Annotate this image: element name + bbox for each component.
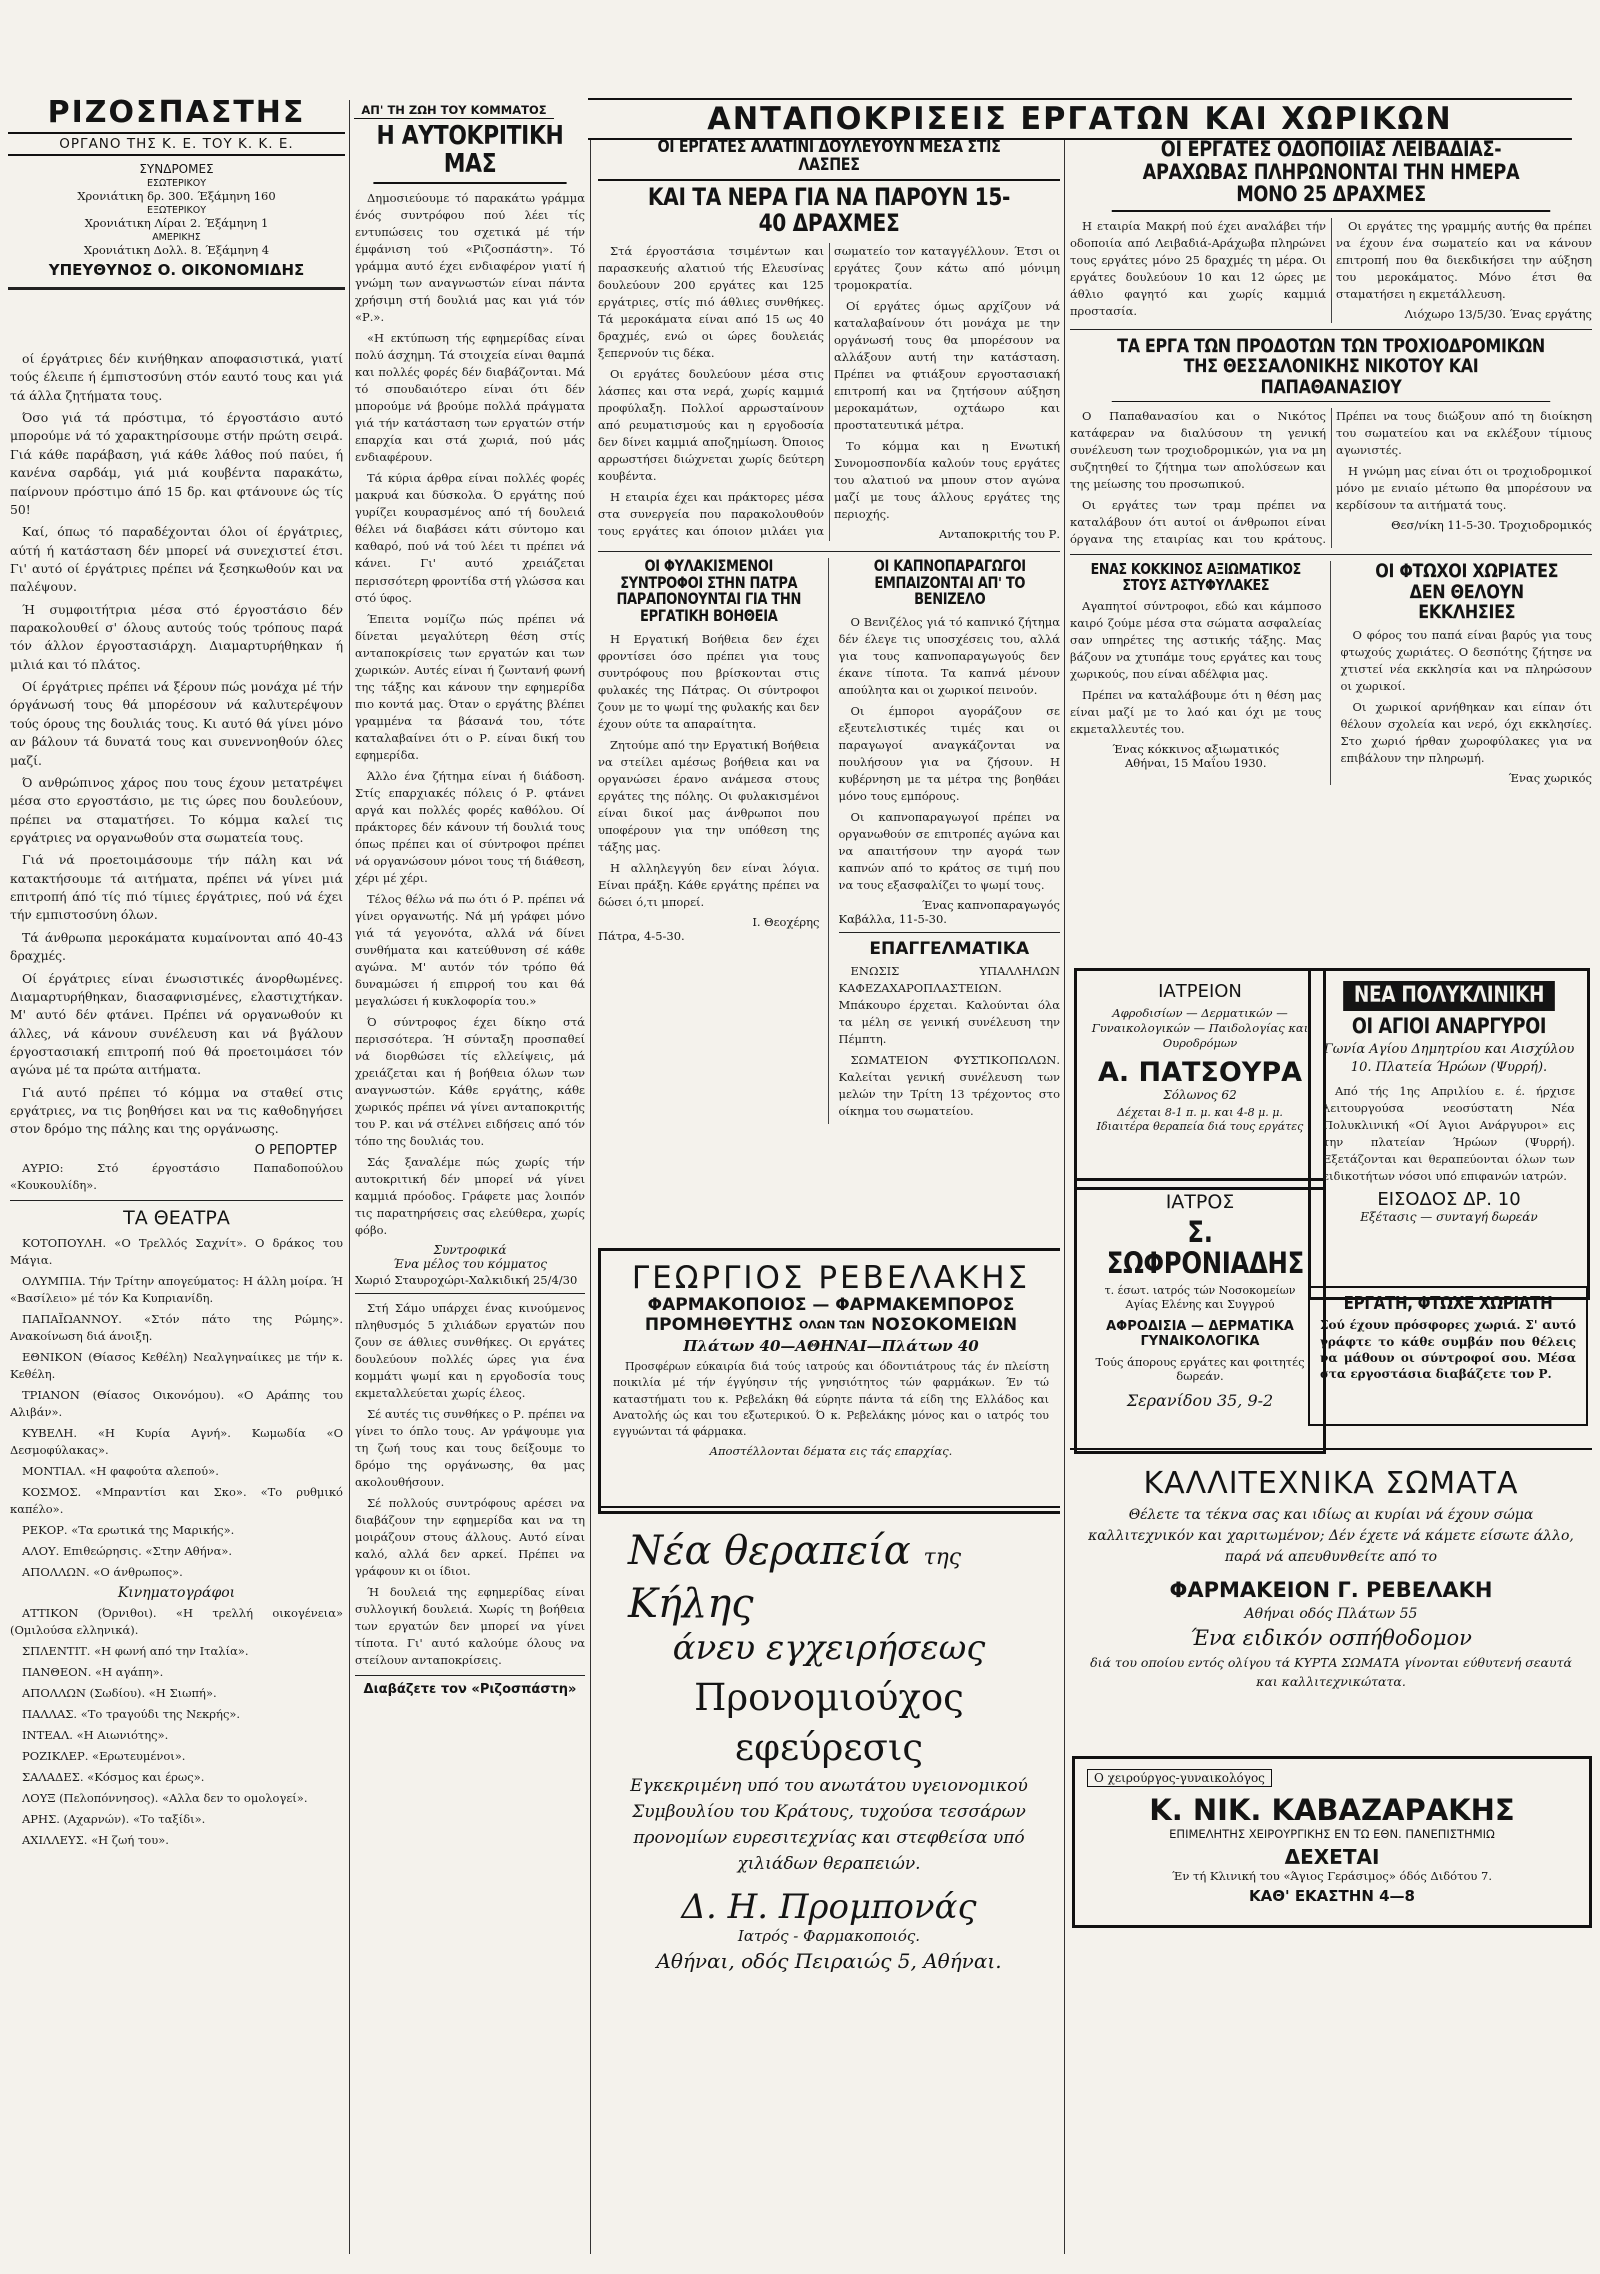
ad-polyclinic-note: Εξέτασις — συνταγή δωρεάν <box>1360 1209 1538 1224</box>
ad-revelakis-footer: Αποστέλλονται δέματα εις τάς επαρχίας. <box>709 1444 953 1459</box>
col1-paragraph: Οί έργάτριες πρέπει νά ξέρουν πώς μονάχα μέ τήν όργάνωσή τους θά μπορέσουν νά καλυτερέψουν τούς όρους της δουλιάς τους. Κι αυτό θά γίνει μόνο αν βάλουν τά δυνατά τους και συνεννοηθούν όλες μαζί. <box>10 679 343 768</box>
ad-revelakis-name: ΓΕΩΡΓΙΟΣ ΡΕΒΕΛΑΚΗΣ <box>631 1260 1031 1296</box>
col2-sig-label: Συντροφικά <box>433 1243 507 1258</box>
banner-headline: ΑΝΤΑΠΟΚΡΙΣΕΙΣ ΕΡΓΑΤΩΝ ΚΑΙ ΧΩΡΙΚΩΝ <box>588 98 1572 140</box>
ad-polyclinic-address: Γωνία Αγίου Δημητρίου και Αισχύλου 10. Πλατεία Ήρώων (Ψυρρή). <box>1323 1042 1575 1075</box>
domestic-rate: Χρονιάτικη δρ. 300. Έξάμηνη 160 <box>77 189 276 203</box>
cinemas-list <box>10 1605 343 1849</box>
cinema-listing: ΣΑΛΑΔΕΣ. «Κόσμος και έρως». <box>22 1770 205 1785</box>
ad-revelakis-body: Προσφέρων εύκαιρία διά τούς ιατρούς και όδοντιάτρους τάς έν πλείστη ποικιλία μέ τήν έγγύησιν τής γνησιότητος τών φαρμάκων. Έν τώ καταστήματι του κ. Ρεβελάκη θά εύρητε πάντα τά είδη της Ελλάδος και Ανατολής ώς και του εξωτερικού. Ό κ. Ρεβελάκης μόνος και ο ιατρός του εγγυώνται τά φάρμακα. <box>613 1360 1049 1439</box>
column-2 <box>355 122 585 2252</box>
red-officer-signature: Ένας κόκκινος αξιωματικός <box>1112 741 1280 756</box>
ad-artistic-bodies-address: Αθήναι οδός Πλάτων 55 <box>1244 1606 1418 1622</box>
col2-paragraph: Τέλος θέλω νά πω ότι ό Ρ. πρέπει νά γίνει οργανωτής. Νά μή γράφει μόνο γιά τά γεγονότα, αλλά νά δίνει συνθήματα και κατεύθυνση σέ κάθε αγώνα. Μ' αυτόν τόν τρόπο θά δυναμώσει ή επιρροή του και θά μεγαλώσει ή κυκλοφορία του.» <box>355 891 585 1008</box>
col1-paragraph: οί έργάτριες δέν κινήθηκαν αποφασιστικά, γιατί τούς έλειπε ή έμπιστοσύνη στόν εαυτό τους και γιά τά άλλα ζητήματα τους. <box>10 351 343 403</box>
ad-kavazarakis-top: Ο χειρούργος-γυναικολόγος <box>1087 1769 1272 1787</box>
col2-paragraph: Σάς ξαναλέμε πώς χωρίς τήν αυτοκριτική δέν μπορεί νά γίνει καμμιά πρόοδος. Γράφετε μας λοιπόν τις παρατηρήσεις σας ελεύθερα, χωρίς φόβο. <box>355 1155 585 1238</box>
ad-revelakis-line2c: ΝΟΣΟΚΟΜΕΙΩΝ <box>871 1315 1018 1335</box>
ad-patsoura-address: Σόλωνος 62 <box>1163 1087 1237 1102</box>
red-officer-paragraph: Αγαπητοί σύντροφοι, εδώ και κάμποσο καιρό ζούμε μέσα στα σώματα ασφαλείας σαν υπηρέτες της αστικής τάξης. Μας βάζουν να χτυπάμε τους εργάτες και τους χωρικούς, που είναι αδέλφια μας. <box>1070 598 1322 681</box>
theatres-title: ΤΑ ΘΕΑΤΡΑ <box>123 1206 230 1229</box>
prisoners-title: ΟΙ ΦΥΛΑΚΙΣΜΕΝΟΙ ΣΥΝΤΡΟΦΟΙ ΣΤΗΝ ΠΑΤΡΑ ΠΑΡΑΠΟΝΟΥΝΤΑΙ ΓΙΑ ΤΗΝ ΕΡΓΑΤΙΚΗ ΒΟΗΘΕΙΑ <box>616 556 802 625</box>
road-workers-paragraph: Η εταιρία Μακρή πού έχει αναλάβει τήν οδοποιία από Λειβαδιά-Αράχωβα πληρώνει τους εργάτες μόνο 25 δραχμές τη μέρα. Οι εργάτες δουλεύουν 10 και 12 ώρες με άθλιο φαγητό και χωρίς καμμιά προστασία. <box>1070 219 1326 319</box>
column-1 <box>10 350 343 2250</box>
ad-polyclinic-body: Από τής 1ης Απριλίου ε. έ. ήρχισε λειτουργούσα νεοσύστατη Νέα Πολυκλινική «Οί Άγιοι Ανάργυροι» εις την πλατείαν Ήρώων (Ψυρρή). Εξετάζονται και θεραπεύονται όλων των ειδικοτήτων νόσοι υπό επιφανών ιατρών. <box>1323 1083 1575 1183</box>
col1-tomorrow: ΑΥΡΙΟ: Στό έργοστάσιο Παπαδοπούλου «Κουκουλίδη». <box>10 1160 343 1192</box>
ad-hernia-address: Αθήναι, οδός Πειραιώς 5, Αθήναι. <box>656 1949 1002 1973</box>
ad-patsoura <box>1074 968 1326 1190</box>
ad-hernia-line2: άνευ εγχειρήσεως <box>672 1628 986 1668</box>
col2-paragraph: Ό σύντροφος έχει δίκηο στά περισσότερα. Ή σύνταξη προσπαθεί νά διορθώσει τίς ελλείψεις, μά χρειάζεται και ή βοήθεια όλων των αναγνωστών. Κάθε εργάτης, κάθε χωρικός πρέπει νά γίνει ανταποκριτής του Ρ. και νά στέλνει ειδήσεις από τόν τόπο της δουλιάς του. <box>355 1014 585 1148</box>
tobacco-title: ΟΙ ΚΑΠΝΟΠΑΡΑΓΩΓΟΙ ΕΜΠΑΙΖΟΝΤΑΙ ΑΠ' ΤΟ ΒΕΝΙΖΕΛΟ <box>873 556 1026 609</box>
ad-kavazarakis-name: Κ. ΝΙΚ. ΚΑΒΑΖΑΡΑΚΗΣ <box>1149 1793 1515 1827</box>
cinema-listing: ΙΝΤΕΑΛ. «Η Αιωνιότης». <box>22 1728 169 1743</box>
ad-poor-peasant <box>1308 1286 1588 1426</box>
col1-paragraph: Τά άνθρωπα μεροκάματα κυμαίνονται από 40-43 δραχμές. <box>10 929 343 964</box>
theatres-list <box>10 1235 343 1581</box>
tram-traitors-paragraph: Οι εργάτες των τραμ πρέπει να καταλάβουν ότι αυτοί οι άνθρωποι είναι όργανα της εταιρίας και του κράτους. Πρέπει να τους διώξουν από τη διοίκηση του σωματείου και να εκλέξουν τίμιους αγωνιστές. <box>1070 409 1592 547</box>
prisoners-paragraph: Η αλληλεγγύη δεν είναι λόγια. Είναι πράξη. Κάθε εργάτης πρέπει να δώσει ό,τι μπορεί. <box>598 860 820 909</box>
col2-sig-name: Ένα μέλος του κόμματος <box>393 1257 547 1272</box>
ad-patsoura-desc: Αφροδισίων — Δερματικών — Γυναικολογικών — Παιδολογίας και Ουροδρόμων <box>1091 1006 1309 1050</box>
domestic-label: ΕΣΩΤΕΡΙΚΟΥ <box>146 178 207 189</box>
ad-patsoura-heading: ΙΑΤΡΕΙΟΝ <box>1158 981 1242 1002</box>
ad-hernia-line1c: Κήλης <box>628 1581 754 1627</box>
america-label: ΑΜΕΡΙΚΗΣ <box>152 232 201 243</box>
ad-revelakis-address: Πλάτων 40—ΑΘΗΝΑΙ—Πλάτων 40 <box>683 1337 979 1355</box>
ad-polyclinic-name: ΟΙ ΑΓΙΟΙ ΑΝΑΡΓΥΡΟΙ <box>1351 1013 1547 1038</box>
theatre-listing: ΚΟΣΜΟΣ. «Μπραντίσι και Σκο». «Το ρυθμικό καπέλο». <box>10 1484 343 1516</box>
col3-paragraph: Οί εργάτες όμως αρχίζουν νά καταλαβαίνουν ότι μονάχα με την οργάνωσή τους θα μπορέσουν να αλλάξουν αυτή την κατάσταση. Πρέπει να φτιάξουν εργοστασιακή επιτροπή και να ζητήσουν αύξηση μεροκαμάτων, οχτάωρο και προστατευτικά μέτρα. <box>834 298 1060 432</box>
ad-revelakis-line2b: ΟΛΩΝ ΤΩΝ <box>798 1318 866 1332</box>
col1-paragraph: Οί έργάτριες είναι ένωσιστικές άνορθωμένες. Διαμαρτυρήθηκαν, διασαφνισμένες, ελαστιχτήκαν. Μ' αυτό δέν φτάνει. Πρέπει νά οργανωθούν κι άλλες, νά κάνουν συνέλευση και νά βγάλουν έργοστασιακή επιτροπή πού θά προετοιμάσει τόν αγώνα μέ τα πρώτα αιτήματα. <box>10 970 343 1078</box>
theatre-listing: ΠΑΠΑΪΩΑΝΝΟΥ. «Στόν πάτο της Ρώμης». Ανακοίνωση διά άνοιξη. <box>10 1311 343 1343</box>
ad-sofroniadis-name: Σ. ΣΩΦΡΟΝΙΑΔΗΣ <box>1106 1215 1304 1281</box>
col3-paragraph: Το κόμμα και η Ενωτική Συνομοσπονδία καλούν τους εργάτες του αλατιού να μπουν στον αγώνα μαζί με τους άλλους εργάτες της περιοχής. <box>834 438 1060 521</box>
col3-signature: Ανταποκριτής του Ρ. <box>938 526 1060 541</box>
col1-signature: Ο ΡΕΠΟΡΤΕΡ <box>254 1142 337 1158</box>
subscriptions-label: ΣΥΝΔΡΟΜΕΣ <box>139 162 214 176</box>
poor-villagers-paragraph: Οι χωρικοί αρνήθηκαν και είπαν ότι θέλουν σχολεία και νερό, όχι εκκλησίες. Στο χωριό ήρθαν χωροφύλακες για να επιβάλουν την πληρωμή. <box>1340 699 1592 765</box>
poor-villagers-paragraph: Ο φόρος του παπά είναι βαρύς για τους φτωχούς χωριάτες. Ο δεσπότης ζήτησε να χτιστεί νέα εκκλησία και να πληρώσουν οι χωρικοί. <box>1340 627 1592 693</box>
ad-sofroniadis-desc: τ. έσωτ. ιατρός τών Νοσοκομείων Αγίας Ελένης και Συγγρού <box>1104 1283 1296 1312</box>
ad-poor-peasant-body: Σού έχουν πρόσφορες χωριά. Σ' αυτό γράφτε το κάθε συμβάν που θέλεις να μάθουν οι σύντροφοί σου. Μέσα στα εργοστάσια διαβάζετε τον Ρ. <box>1320 1318 1576 1381</box>
cinema-listing: ΑΠΟΛΛΩΝ (Σωδίου). «Η Σιωπή». <box>22 1686 217 1701</box>
road-workers-signature: Λιόχωρο 13/5/30. Ένας εργάτης <box>1404 307 1592 322</box>
ad-sofroniadis <box>1074 1178 1326 1454</box>
ad-poor-peasant-heading: ΕΡΓΑΤΗ, ΦΤΩΧΕ ΧΩΡΙΑΤΗ <box>1343 1293 1553 1314</box>
ad-artistic-bodies <box>1070 1448 1592 1740</box>
col1-paragraph: Γιά νά προετοιμάσουμε τήν πάλη και νά κατακτήσουμε τά αιτήματα, πρέπει νά γίνει μιά επιτροπή άπό τίς πιό τίμιες έργάτριες, πού νά έχει τήν εμπιστοσύνη όλων. <box>10 852 343 923</box>
col1-paragraph: Καί, όπως τό παραδέχονται όλοι οί έργάτριες, αύτή ή κατάσταση δέν μπορεί νά συνεχιστεί έτσι. Γι' αυτό οί έργάτριες πρέπει νά ξεσηκωθούν και να παλέψουν. <box>10 524 343 595</box>
cinema-listing: ΣΠΛΕΝΤΙΤ. «Η φωνή από την Ιταλία». <box>22 1644 249 1659</box>
col2-bottom-note: Διαβάζετε τον «Ριζοσπάστη» <box>363 1682 577 1698</box>
self-criticism-title: Η ΑΥΤΟΚΡΙΤΙΚΗ ΜΑΣ <box>373 122 566 184</box>
road-workers-paragraph: Οι εργάτες της γραμμής αυτής θα πρέπει να έχουν ένα σωματείο και να κάνουν επιτροπή που θα διεκδικήσει την αύξηση του μεροκάματος. Μόνο έτσι θα σταματήσει η εκμετάλλευση. <box>1336 219 1592 302</box>
tram-traitors-title: ΤΑ ΕΡΓΑ ΤΩΝ ΠΡΟΔΟΤΩΝ ΤΩΝ ΤΡΟΧΙΟΔΡΟΜΙΚΩΝ ΤΗΣ ΘΕΣΣΑΛΟΝΙΚΗΣ ΝΙΚΟΤΟΥ ΚΑΙ ΠΑΠΑΘΑΝΑΣΙΟΥ <box>1112 336 1550 403</box>
cinemas-title: Κινηματογράφοι <box>117 1585 236 1602</box>
ad-hernia-line1: Νέα θεραπεία <box>628 1528 911 1574</box>
party-life-kicker: ΑΠ' ΤΗ ΖΩΗ ΤΟΥ ΚΟΜΜΑΤΟΣ <box>354 103 554 119</box>
ad-polyclinic-entry: ΕΙΣΟΔΟΣ ΔΡ. 10 <box>1377 1188 1521 1210</box>
col1-paragraph: Ό ανθρώπινος χάρος που τους έχουν μετατρέψει μέσα στο εργοστάσιο, με τις ώρες που δουλεύουν, πρέπει να σταματήσει. Το κόμμα καλεί τις εργάτριες να οργανωθούν στα σωματεία τους. <box>10 774 343 845</box>
ad-revelakis-line2a: ΠΡΟΜΗΘΕΥΤΗΣ <box>644 1315 794 1335</box>
theatre-listing: ΚΟΤΟΠΟΥΛΗ. «Ο Τρελλός Σαχνίτ». Ο δράκος του Μάγια. <box>10 1235 343 1267</box>
professional-item: ΕΝΩΣΙΣ ΥΠΑΛΛΗΛΩΝ ΚΑΦΕΖΑΧΑΡΟΠΛΑΣΤΕΙΩΝ. Μπάκουρο έρχεται. Καλούνται όλα τα μέλη σε γενική συνέλευση την Πέμπτη. <box>838 964 1060 1047</box>
ad-hernia-line3: Προνομιούχος εφεύρεσις <box>694 1676 964 1769</box>
theatre-listing: ΑΛΟΥ. Επιθεώρησις. «Στην Αθήνα». <box>22 1544 233 1559</box>
red-officer-place: Αθήναι, 15 Μαΐου 1930. <box>1124 755 1267 770</box>
ad-artistic-bodies-slogan: Ένα ειδικόν οσπήθοδομον <box>1190 1626 1472 1650</box>
professional-item: ΣΩΜΑΤΕΙΟΝ ΦΥΣΤΙΚΟΠΩΛΩΝ. Καλείται γενική συνέλευση των μελών την Τρίτη 13 τρέχοντος στο οίκημα του σωματείου. <box>838 1053 1060 1119</box>
ad-artistic-bodies-heading: ΚΑΛΛΙΤΕΧΝΙΚΑ ΣΩΜΑΤΑ <box>1143 1466 1519 1501</box>
cinema-listing: ΛΟΥΞ (Πελοπόννησος). «Αλλα δεν το ομολογεί». <box>22 1791 308 1806</box>
col2-paragraph: Σέ πολλούς συντρόφους αρέσει να διαβάζουν την εφημερίδα και να τη μοιράζουν στους άλλους. Αυτό είναι καλό, αλλά δεν αρκεί. Πρέπει να γράφουν κι οι ίδιοι. <box>355 1496 585 1579</box>
col1-paragraph: Ή συμφοιτήτρια μέσα στό έργοστάσιο δέν παρακολουθεί σ' όλους αυτούς τούς τρόπους παρά τόν άλλον έργοστασιάρχη. Διαμαρτυρήθηκαν ή μιλιά και τό πλάτος. <box>10 601 343 672</box>
ad-hernia-line1b: της <box>923 1545 962 1570</box>
cinema-listing: ΑΧΙΛΛΕΥΣ. «Η ζωή του». <box>22 1833 169 1848</box>
theatre-listing: ΡΕΚΟΡ. «Τα ερωτικά της Μαρικής». <box>22 1523 235 1537</box>
tobacco-paragraph: Οι καπνοπαραγωγοί πρέπει να οργανωθούν σε επιτροπές αγώνα και να απαιτήσουν την αγορά των καπνών από το κράτος σε τιμή που να τους εξασφαλίζει το ψωμί τους. <box>838 810 1060 893</box>
ad-kavazarakis-hours: ΚΑΘ' ΕΚΑΣΤΗΝ 4—8 <box>1249 1887 1415 1905</box>
cinema-listing: ΑΡΗΣ. (Αχαρνών). «Το ταξίδι». <box>22 1812 206 1827</box>
salt-workers-headline-right: ΚΑΙ ΤΑ ΝΕΡΑ ΓΙΑ ΝΑ ΠΑΡΟΥΝ 15-40 ΔΡΑΧΜΕΣ <box>647 182 1011 237</box>
america-rate: Χρονιάτικη Δολλ. 8. Έξάμηνη 4 <box>83 243 270 257</box>
tobacco-signature: Ένας καπνοπαραγωγός <box>922 898 1060 913</box>
ad-patsoura-name: ΠΑΤΣΟΥΡΑ <box>1138 1056 1303 1088</box>
col3-paragraph: Η εταιρία έχει και πράκτορες μέσα στα συνεργεία που παρακολουθούν τους εργάτες και όποιον μιλάει για σωματείο τον καταγγέλλουν. Έτσι οι εργάτες ζουν κάτω από μόνιμη τρομοκρατία. <box>598 243 1060 538</box>
masthead-name: ΡΙΖΟΣΠΑΣΤΗΣ <box>47 95 306 130</box>
tobacco-paragraph: Οι έμποροι αγοράζουν σε εξευτελιστικές τιμές και οι παραγωγοί αναγκάζονται να πουλήσουν για να ζήσουν. Η κυβέρνηση με τα μέτρα της βοηθάει μόνο τους εμπόρους. <box>838 704 1060 804</box>
prisoners-signature: Ι. Θεοχέρης <box>752 914 820 929</box>
ad-hernia-doctor: Δ. Η. Προμπονάς <box>681 1887 977 1927</box>
ad-artistic-bodies-body: Θέλετε τα τέκνα σας και ιδίως αι κυρίαι νά έχουν σώμα καλλιτεχνικόν και χαριτωμένον; Δέν έχετε νά κάμετε είσωτε άλλο, παρά νά απευθυνθείτε από το <box>1088 1507 1574 1565</box>
ad-revelakis <box>598 1248 1060 1514</box>
ad-revelakis-line1: ΦΑΡΜΑΚΟΠΟΙΟΣ — ΦΑΡΜΑΚΕΜΠΟΡΟΣ <box>647 1295 1015 1315</box>
ad-kavazarakis-accepts: ΔΕΧΕΤΑΙ <box>1284 1845 1380 1869</box>
masthead <box>8 96 345 296</box>
cinema-listing: ΡΟΖΙΚΛΕΡ. «Ερωτευμένοι». <box>22 1749 186 1764</box>
red-officer-title: ΕΝΑΣ ΚΟΚΚΙΝΟΣ ΑΞΙΩΜΑΤΙΚΟΣ ΣΤΟΥΣ ΑΣΤΥΦΥΛΑΚΕΣ <box>1090 560 1301 595</box>
ad-kavazarakis-address: Έν τή Κλινική του «Άγιος Γεράσιμος» όδός Διδότου 7. <box>1172 1869 1492 1883</box>
col2-paragraph: Σέ αυτές τις συνθήκες ο Ρ. πρέπει να γίνει το όπλο τους. Αν γράψουμε για τη ζωή τους και τους δείξουμε το δρόμο της οργάνωσης, θα μας ακολουθήσουν. <box>355 1407 585 1490</box>
ad-sofroniadis-note: Τούς άπορους εργάτες και φοιτητές δωρεάν. <box>1095 1355 1305 1384</box>
col3-paragraph: Οι εργάτες δουλεύουν μέσα στις λάσπες και στα νερά, χωρίς καμμιά προφύλαξη. Πολλοί αρρωσταίνουν από ρευματισμούς και η εργοδοσία δεν δίνει καμμιά αποζημίωση. Όποιος αρρωστήσει διώχνεται χωρίς δεύτερη κουβέντα. <box>598 366 824 483</box>
masthead-subtitle: ΟΡΓΑΝΟ ΤΗΣ Κ. Ε. ΤΟΥ Κ. Κ. Ε. <box>8 132 345 156</box>
ad-patsoura-hours: Δέχεται 8-1 π. μ. και 4-8 μ. μ. Ιδιαιτέρα θεραπεία διά τους εργάτες <box>1096 1105 1304 1134</box>
ad-sofroniadis-heading: ΙΑΤΡΟΣ <box>1165 1191 1235 1213</box>
col2-paragraph: Στή Σάμο υπάρχει ένας κινούμενος πληθυσμός 5 χιλιάδων εργατών που ζουν σε άθλιες συνθήκες. Οι εργάτες δουλεύουν πολλές ώρες για ένα κομμάτι ψωμί και η εργοδοσία τους εκμεταλλεύεται χωρίς έλεος. <box>355 1301 585 1401</box>
abroad-rate: Χρονιάτικη Λίραι 2. Έξάμηνη 1 <box>84 216 269 230</box>
ad-kavazarakis <box>1072 1756 1592 1928</box>
ad-hernia-doctor-title: Ιατρός - Φαρμακοποιός. <box>737 1927 921 1945</box>
theatre-listing: ΤΡΙΑΝΟΝ (Θίασος Οικονόμου). «Ο Αράπης του Αλιβάν». <box>10 1387 343 1419</box>
ad-patsoura-prefix: Α. <box>1097 1056 1130 1088</box>
col1-paragraph: Γιά αυτό πρέπει τό κόμμα να σταθεί στις εργάτριες, να τις βοηθήσει και να τις καθοδηγήσει στον δρόμο της πάλης και της οργάνωσης. <box>10 1084 343 1137</box>
col1-body <box>10 350 343 1139</box>
salt-workers-headline-left: ΟΙ ΕΡΓΑΤΕΣ ΑΛΑΤΙΝΙ ΔΟΥΛΕΥΟΥΝ ΜΕΣΑ ΣΤΙΣ ΛΑΣΠΕΣ <box>657 138 1001 176</box>
ad-sofroniadis-address: Σερανίδου 35, 9-2 <box>1126 1391 1274 1411</box>
abroad-label: ΕΞΩΤΕΡΙΚΟΥ <box>146 205 207 216</box>
theatre-listing: ΕΘΝΙΚΟΝ (Θίασος Κεθέλη) Νεαλγηναίικες με τήν κ. Κεθέλη. <box>10 1349 343 1381</box>
column-4 <box>1070 138 1592 2248</box>
ad-kavazarakis-desc: ΕΠΙΜΕΛΗΤΗΣ ΧΕΙΡΟΥΡΓΙΚΗΣ ΕΝ ΤΩ ΕΘΝ. ΠΑΝΕΠΙΣΤΗΜΙΩ <box>1169 1827 1495 1841</box>
ad-artistic-bodies-footer: διά του οποίου εντός ολίγου τά ΚΥΡΤΑ ΣΩΜΑΤΑ γίνονται εύθυτενή σεαυτά και καλλιτεχνικώτατα. <box>1090 1655 1572 1689</box>
road-workers-headline: ΟΙ ΕΡΓΑΤΕΣ ΟΔΟΠΟΙΙΑΣ ΛΕΙΒΑΔΙΑΣ-ΑΡΑΧΩΒΑΣ ΠΛΗΡΩΝΟΝΤΑΙ ΤΗΝ ΗΜΕΡΑ ΜΟΝΟ 25 ΔΡΑΧΜΕΣ <box>1112 138 1550 212</box>
col2-paragraph: Έπειτα νομίζω πώς πρέπει νά δίνεται μεγαλύτερη θέση στίς ανταποκρίσεις των εργατών και των χωρικών. Αυτές είναι ή ζωντανή φωνή της τάξης και κάνουν την εφημερίδα πιο κοντά μας. Όταν ο εργάτης βλέπει γραμμένα τα βάσανά του, τότε καταλαβαίνει ότι ο Ρ. είναι δική του εφημερίδα. <box>355 611 585 762</box>
tram-traitors-paragraph: Ο Παπαθανασίου και ο Νικότος κατάφεραν να διαλύσουν τη γενική συνέλευση των τροχιοδρομικών, για να μη συζητηθεί το ζήτημα των απολύσεων και της μείωσης του προσωπικού. <box>1070 409 1326 492</box>
prisoners-place: Πάτρα, 4-5-30. <box>598 928 685 943</box>
theatre-listing: ΑΠΟΛΛΩΝ. «Ο άνθρωπος». <box>22 1565 183 1580</box>
col3-paragraph: Στά έργοστάσια τσιμέντων και παρασκευής αλατιού τής Ελευσίνας δουλεύουν 200 εργάτες και 125 εργάτριες, στίς πιό άθλιες συνθήκες. Τά μεροκάματα είναι από 15 ως 40 δραχμές, ενώ οι ώρες δουλειάς ξεπερνούν τις δέκα. <box>598 243 824 360</box>
ad-artistic-bodies-pharmacy: ΦΑΡΜΑΚΕΙΟΝ Γ. ΡΕΒΕΛΑΚΗ <box>1169 1578 1493 1602</box>
col2-sig-place: Χωριό Σταυροχώρι-Χαλκιδική 25/4/30 <box>355 1273 578 1288</box>
col2-paragraph: «Η εκτύπωση τής εφημερίδας είναι πολύ άσχημη. Τά στοιχεία είναι θαμπά και πολλές φορές δέν διαβάζονται. Μά τό σπουδαιότερο είναι ότι δέν μπορούμε νά βρούμε πολλά πράγματα γιά τήν κατάσταση των εργατών στήν επαρχία και στά χωριά, πού μάς ενδιαφέρουν. <box>355 331 585 465</box>
tobacco-paragraph: Ο Βενιζέλος γιά τό καπνικό ζήτημα δέν έλεγε τις υποσχέσεις του, αλλά για τους καπνοπαραγωγούς δεν έκανε τίποτα. Τα καπνά μένουν απούλητα και οι χωρικοί πεινούν. <box>838 614 1060 698</box>
ad-polyclinic <box>1308 968 1590 1300</box>
col2-paragraph: Ή δουλειά της εφημερίδας είναι συλλογική δουλειά. Χωρίς τη βοήθεια των εργατών δεν μπορεί να γίνει τίποτα. Γι' αυτό καλούμε όλους να στείλουν ανταποκρίσεις. <box>355 1585 585 1668</box>
ad-polyclinic-heading: ΝΕΑ ΠΟΛΥΚΛΙΝΙΚΗ <box>1343 981 1555 1011</box>
column-3 <box>598 138 1060 2248</box>
manager: ΥΠΕΥΘΥΝΟΣ Ο. ΟΙΚΟΝΟΜΙΔΗΣ <box>48 261 305 279</box>
prisoners-paragraph: Η Εργατική Βοήθεια δεν έχει φροντίσει όσο πρέπει για τους συντρόφους που βρίσκονται στις φυλακές της Πάτρας. Οι σύντροφοι ζουν με το ψωμί της φυλακής και δεν έχουν ούτε τα απαραίτητα. <box>598 631 820 731</box>
col2-paragraph: Άλλο ένα ζήτημα είναι ή διάδοση. Στίς επαρχιακές πόλεις ό Ρ. φτάνει αργά και πολλές φορές καθόλου. Οί πράκτορες δέν κάνουν τή δουλιά τους όπως πρέπει και οί σύντροφοι πρέπει νά οργανώσουν μόνοι τους τή διάθεση, χέρι μέ χέρι. <box>355 768 585 885</box>
cinema-listing: ΠΑΝΘΕΟΝ. «Η αγάπη». <box>22 1665 164 1680</box>
cinema-listing: ΠΑΛΛΑΣ. «Το τραγούδι της Νεκρής». <box>22 1707 241 1722</box>
ad-hernia-therapy <box>598 1506 1060 1973</box>
theatre-listing: ΚΥΒΕΛΗ. «Η Κυρία Αγνή». Κωμωδία «Ο Δεσμοφύλακας». <box>10 1425 343 1457</box>
ad-sofroniadis-specialty: ΑΦΡΟΔΙΣΙΑ — ΔΕΡΜΑΤΙΚΑ ΓΥΝΑΙΚΟΛΟΓΙΚΑ <box>1106 1319 1294 1350</box>
col2-paragraph: Δημοσιεύουμε τό παρακάτω γράμμα ένός συντρόφου πού λέει τίς εντυπώσεις του σχετικά μέ τήν έμφάνιση τού «Ριζοσπάστη». Τό γράμμα αυτό έχει ενδιαφέρον γιατί ή γνώμη των αναγνωστών είναι πάντα χρήσιμη στή δουλιά μας και γιά τόν «Ρ.». <box>355 191 585 325</box>
cinema-listing: ΑΤΤΙΚΟΝ (Όρνιθοι). «Η τρελλή οικογένεια» (Ομιλούσα ελληνικά). <box>10 1606 343 1638</box>
prisoners-paragraph: Ζητούμε από την Εργατική Βοήθεια να στείλει αμέσως βοήθεια και να οργανώσει έρανο ανάμεσα στους εργάτες της πόλης. Οι φυλακισμένοι είναι δικοί μας άνθρωποι που υποφέρουν για την υπόθεση της τάξης μας. <box>598 737 820 854</box>
red-officer-paragraph: Πρέπει να καταλάβουμε ότι η θέση μας είναι μαζί με το λαό και όχι με τους εκμεταλλευτές του. <box>1070 687 1322 736</box>
ad-hernia-line4: Εγκεκριμένη υπό του ανωτάτου υγειονομικού Συμβουλίου του Κράτους, τυχούσα τεσσάρων προνομίων ευρεσιτεχνίας και στεφθείσα υπό χιλιάδων θεραπειών. <box>630 1776 1028 1874</box>
tobacco-place: Καβάλλα, 11-5-30. <box>838 912 947 927</box>
professional-title: ΕΠΑΓΓΕΛΜΑΤΙΚΑ <box>869 939 1030 960</box>
tram-traitors-signature: Θεσ/νίκη 11-5-30. Τροχιοδρομικός <box>1391 518 1592 533</box>
col2-paragraph: Τά κύρια άρθρα είναι πολλές φορές μακρυά και δύσκολα. Ό εργάτης πού γυρίζει κουρασμένος από τή δουλειά θέλει νά διαβάσει κάτι σύντομο και καθαρό, πού νά τού λέει τι πρέπει νά κάνει. Γι' αυτό χρειάζεται περισσότερη φροντίδα στή γλώσσα και στό ύφος. <box>355 471 585 605</box>
tram-traitors-paragraph: Η γνώμη μας είναι ότι οι τροχιοδρομικοί μόνο με ενιαίο μέτωπο θα μπορέσουν να κερδίσουν τα αιτήματά τους. <box>1336 464 1592 513</box>
poor-villagers-signature: Ένας χωρικός <box>1508 770 1592 785</box>
theatre-listing: ΟΛΥΜΠΙΑ. Τήν Τρίτην απογεύματος: Η άλλη μοίρα. Ή «Βασίλειο» μέ τόν Κα Κυπριανίδη. <box>10 1273 343 1305</box>
theatre-listing: ΜΟΝΤΙΑΛ. «Η φαφούτα αλεπού». <box>22 1463 219 1478</box>
col1-paragraph: Όσο γιά τά πρόστιμα, τό έργοστάσιο αυτό μπορούμε νά τό χαρακτηρίσουμε στήν πρώτη σειρά. Γιά κάθε παράβαση, γιά κάθε λάθος πού παύει, ή κανένα σαρδάμ, γιά μιά κουβέντα παρακάτω, παίρνουν πρόστιμο άπό 15 δρ. και φτάνουνε ώς τίς 50! <box>10 410 343 517</box>
poor-villagers-title: ΟΙ ΦΤΩΧΟΙ ΧΩΡΙΑΤΕΣ ΔΕΝ ΘΕΛΟΥΝ ΕΚΚΛΗΣΙΕΣ <box>1374 560 1558 624</box>
